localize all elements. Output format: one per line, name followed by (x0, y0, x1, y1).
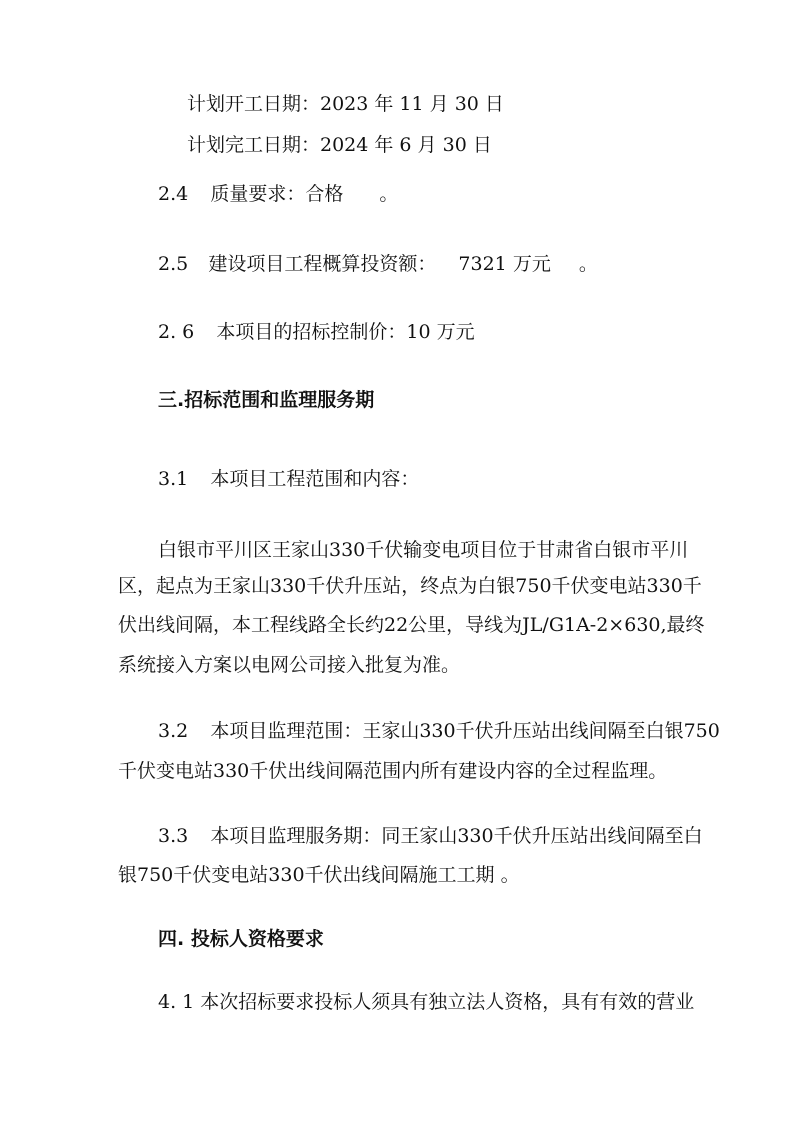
item-2-5 (158, 252, 598, 276)
scope-heading: 本项目工程范围和内容： (210, 468, 420, 490)
item-number: 3.1 (158, 468, 189, 490)
item-2-4 (158, 182, 398, 206)
punctuation: 。 (578, 253, 598, 275)
item-number: 3.3 (158, 825, 189, 847)
quality-requirement: 质量要求：合格 (210, 183, 344, 205)
service-period-line-2: 银750千伏变电站330千伏出线间隔施工工期 。 (118, 864, 520, 886)
scope-line-4: 系统接入方案以电网公司接入批复为准。 (118, 654, 461, 676)
item-number: 2.4 (158, 183, 189, 205)
investment-value: 7321 万元 (458, 253, 551, 275)
planned-end-date: 计划完工日期：2024 年 6 月 30 日 (187, 134, 492, 156)
item-4-1: 4. 1 本次招标要求投标人须具有独立法人资格，具有有效的营业 (158, 991, 695, 1013)
scope-line-2: 区，起点为王家山330千伏升压站，终点为白银750千伏变电站330千 (118, 575, 702, 597)
scope-line-1: 白银市平川区王家山330千伏输变电项目位于甘肃省白银市平川 (158, 539, 689, 561)
item-3-1 (158, 467, 419, 491)
item-2-6 (158, 320, 475, 344)
item-number: 2. 6 (158, 321, 195, 343)
section-3-heading: 三.招标范围和监理服务期 (158, 389, 375, 411)
supervision-scope-line-2: 千伏变电站330千伏出线间隔范围内所有建设内容的全过程监理。 (118, 760, 668, 782)
item-number: 3.2 (158, 720, 189, 742)
planned-start-date: 计划开工日期：2023 年 11 月 30 日 (187, 93, 504, 115)
service-period: 本项目监理服务期：同王家山330千伏升压站出线间隔至白 (210, 825, 703, 847)
scope-line-3: 伏出线间隔，本工程线路全长约22公里，导线为JL/G1A-2×630,最终 (118, 614, 705, 636)
control-price: 本项目的招标控制价：10 万元 (216, 321, 475, 343)
item-number: 2.5 (158, 253, 189, 275)
investment-label: 建设项目工程概算投资额： (208, 253, 437, 275)
punctuation: 。 (379, 183, 399, 205)
supervision-scope: 本项目监理范围：王家山330千伏升压站出线间隔至白银750 (210, 720, 720, 742)
section-4-heading: 四. 投标人资格要求 (158, 928, 324, 950)
item-3-3 (158, 824, 703, 848)
item-3-2 (158, 719, 720, 743)
